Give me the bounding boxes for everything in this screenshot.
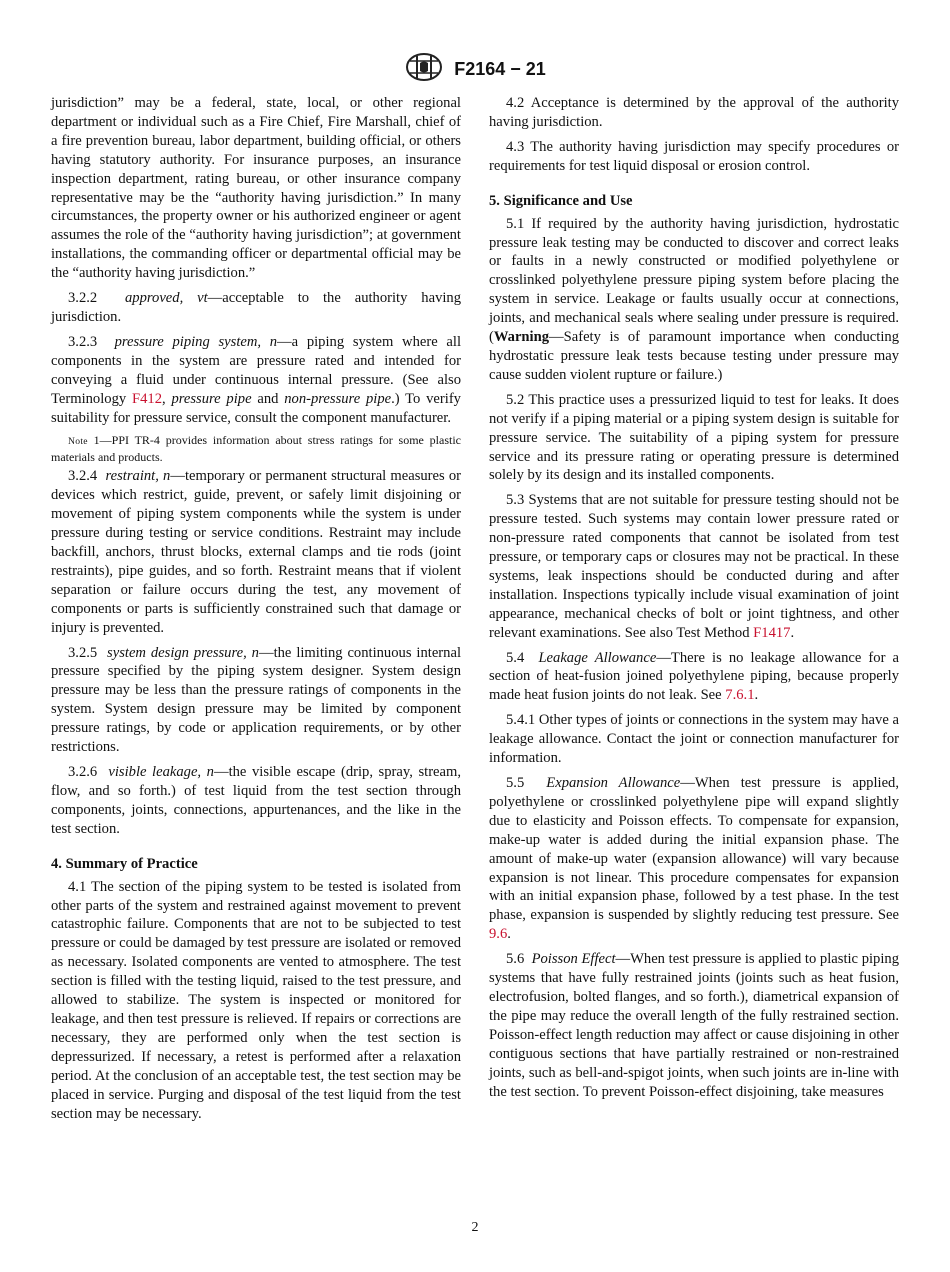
right-column bbox=[489, 94, 899, 1107]
paragraph-5-2: 5.2 This practice uses a pressurized liquid to test for leaks. It does not verify if a piping material or a piping system design is suitable for pressure service. The suitability of a piping system for pressure service and its pressure rating or operating pressure is determined solely by its design and its installed components. bbox=[489, 391, 899, 484]
paragraph-5-6: 5.6 Poisson Effect—When test pressure is applied to plastic piping systems that have fully restrained joints (joints such as heat fusion, electrofusion, bolted flanges, and so forth.), diametrical expansion of the pipe may reduce the overall length of the fully restrained section. Poisson-effect length reduction may affect or cause disjoining in other contiguous sections that have partially restrained or non-restrained joints, such as bell-and-spigot joints, when such joints are in-line with the test section. To prevent Poisson-effect disjoining, take measures bbox=[489, 951, 900, 1100]
definition-3-2-4: 3.2.4 restraint, n—temporary or permanent structural measures or devices which restrict, guide, prevent, or safely limit disjoining or movement of piping system components while the system is under pressure during testing or service conditions. Restraint may include backfill, anchors, thrust blocks, external clamps and tie rods (joint restraints), pipe guides, and so forth. Restraint means that if violent separation or failure occurs during the test, any movement of components or parts is sufficiently constrained such that damage or injury is prevented. bbox=[51, 468, 462, 636]
definition-3-2-3: 3.2.3 pressure piping system, n—a piping system where all components in the system are pressure rated and intended for conveying a fluid under continuous internal pressure. (See also Terminology F412, pressure pipe and non-pressure pipe.) To verify suitability for pressure service, consult the component manufacturer. bbox=[51, 333, 462, 426]
paragraph-5-4: 5.4 Leakage Allowance—There is no leakage allowance for a section of heat-fusion joined polyethylene piping, because properly made heat fusion joints do not leak. See 7.6.1. bbox=[489, 649, 899, 704]
paragraph-4-3: 4.3 The authority having jurisdiction may specify procedures or requirements for test liquid disposal or erosion control. bbox=[489, 138, 899, 174]
paragraph-4-1: 4.1 The section of the piping system to be tested is isolated from other parts of the system and restrained against movement to prevent catastrophic failure. Components that are not to be subjected to test pressure or could be damaged by test pressure are isolated or removed as necessary. Isolated components are vented to atmosphere. The test section is filled with the testing liquid, raised to the test pressure, and allowed to stabilize. The system is inspected or monitored for leakage, and then test pressure is relieved. If repairs or corrections are necessary, they are performed only when the test section is depressurized. If necessary, a retest is performed after a relaxation period. At the conclusion of an acceptable test, the test section may be placed in service. Purging and disposal of the test liquid from the test section may be necessary. bbox=[51, 878, 461, 1122]
standard-designation: F2164 − 21 bbox=[454, 59, 546, 79]
page-number: 2 bbox=[471, 1220, 479, 1235]
definition-3-2-2: 3.2.2 approved, vt—acceptable to the authority having jurisdiction. bbox=[51, 290, 462, 325]
reference-link-9-6[interactable]: 9.6 bbox=[489, 926, 508, 943]
paragraph-5-5: 5.5 Expansion Allowance—When test pressure is applied, polyethylene or crosslinked polyethylene pipe will expand slightly due to elasticity and Poisson effects. To compensate for expansion, make-up water is added during the initial expansion phase. The amount of make-up water (expansion allowance) will vary because expansion is not linear. This procedure compensates for expansion with an initial expansion phase, followed by a test phase. In the test phase, expansion is suspended by slightly reducing test pressure. See 9.6. bbox=[489, 775, 900, 943]
section-heading-significance: 5. Significance and Use bbox=[489, 192, 633, 209]
reference-link-7-6-1[interactable]: 7.6.1 bbox=[725, 687, 755, 704]
reference-link-f1417[interactable]: F1417 bbox=[753, 624, 791, 641]
continued-paragraph: jurisdiction” may be a federal, state, local, or other regional department or individual such as a Fire Chief, Fire Marshall, chief of a fire prevention bureau, labor department, building official, or others having statutory authority. For insurance purposes, an insurance inspection department, rating bureau, or other insurance company representative may be the “authority having jurisdiction.” In many circumstances, the property owner or his authorized engineer or agent assumes the role of the “authority having jurisdiction”; at government installations, the commanding officer or departmental official may be the “authority having jurisdiction.” bbox=[51, 95, 461, 282]
paragraph-5-3: 5.3 Systems that are not suitable for pressure testing should not be pressure tested. Such systems may contain lower pressure rated or non-pressure rated components that cannot be isolated from test pressure, or temporary caps or closures may not be practical. In these systems, leak inspections should be conducted during and after installation. Inspections typically include visual examination of joint appearance, mechanical checks of bolt or joint tightness, and other relevant examinations. See also Test Method F1417. bbox=[489, 492, 899, 641]
note-1: Note 1—PPI TR-4 provides information about stress ratings for some plastic materials and products. bbox=[51, 433, 461, 464]
paragraph-5-1: 5.1 If required by the authority having jurisdiction, hydrostatic pressure leak testing may be conducted to discover and correct leaks or faults in a newly constructed or modified polyethylene or crosslinked polyethylene pressure piping system before placing the system in service. Leakage or faults usually occur at connections, joints, and mechanical seals where sealing under pressure is required. (Warning—Safety is of paramount importance when conducting hydrostatic pressure leak tests because testing under pressure may cause sudden violent rupture or failure.) bbox=[489, 215, 899, 383]
section-heading-summary: 4. Summary of Practice bbox=[51, 855, 198, 872]
reference-link-f412[interactable]: F412 bbox=[131, 390, 162, 407]
warning-label: Warning bbox=[493, 329, 550, 346]
left-column bbox=[51, 94, 461, 1129]
definition-3-2-5: 3.2.5 system design pressure, n—the limiting continuous internal pressure specified by the piping system designer. System design pressure may be less than the pressure ratings of components in the system. System design pressure may be limited by component pressure ratings, by code or application requirements, or by other restrictions. bbox=[51, 644, 462, 756]
page-header bbox=[0, 52, 950, 87]
definition-3-2-6: 3.2.6 visible leakage, n—the visible escape (drip, spray, stream, flow, and so forth.) of test liquid from the test section through components, joints, connections, appurtenances, and the like in the test section. bbox=[51, 764, 462, 837]
paragraph-4-2: 4.2 Acceptance is determined by the approval of the authority having jurisdiction. bbox=[489, 95, 899, 130]
paragraph-5-4-1: 5.4.1 Other types of joints or connections in the system may have a leakage allowance. Contact the joint or connection manufacturer for information. bbox=[489, 712, 899, 767]
astm-logo-icon bbox=[404, 52, 444, 87]
